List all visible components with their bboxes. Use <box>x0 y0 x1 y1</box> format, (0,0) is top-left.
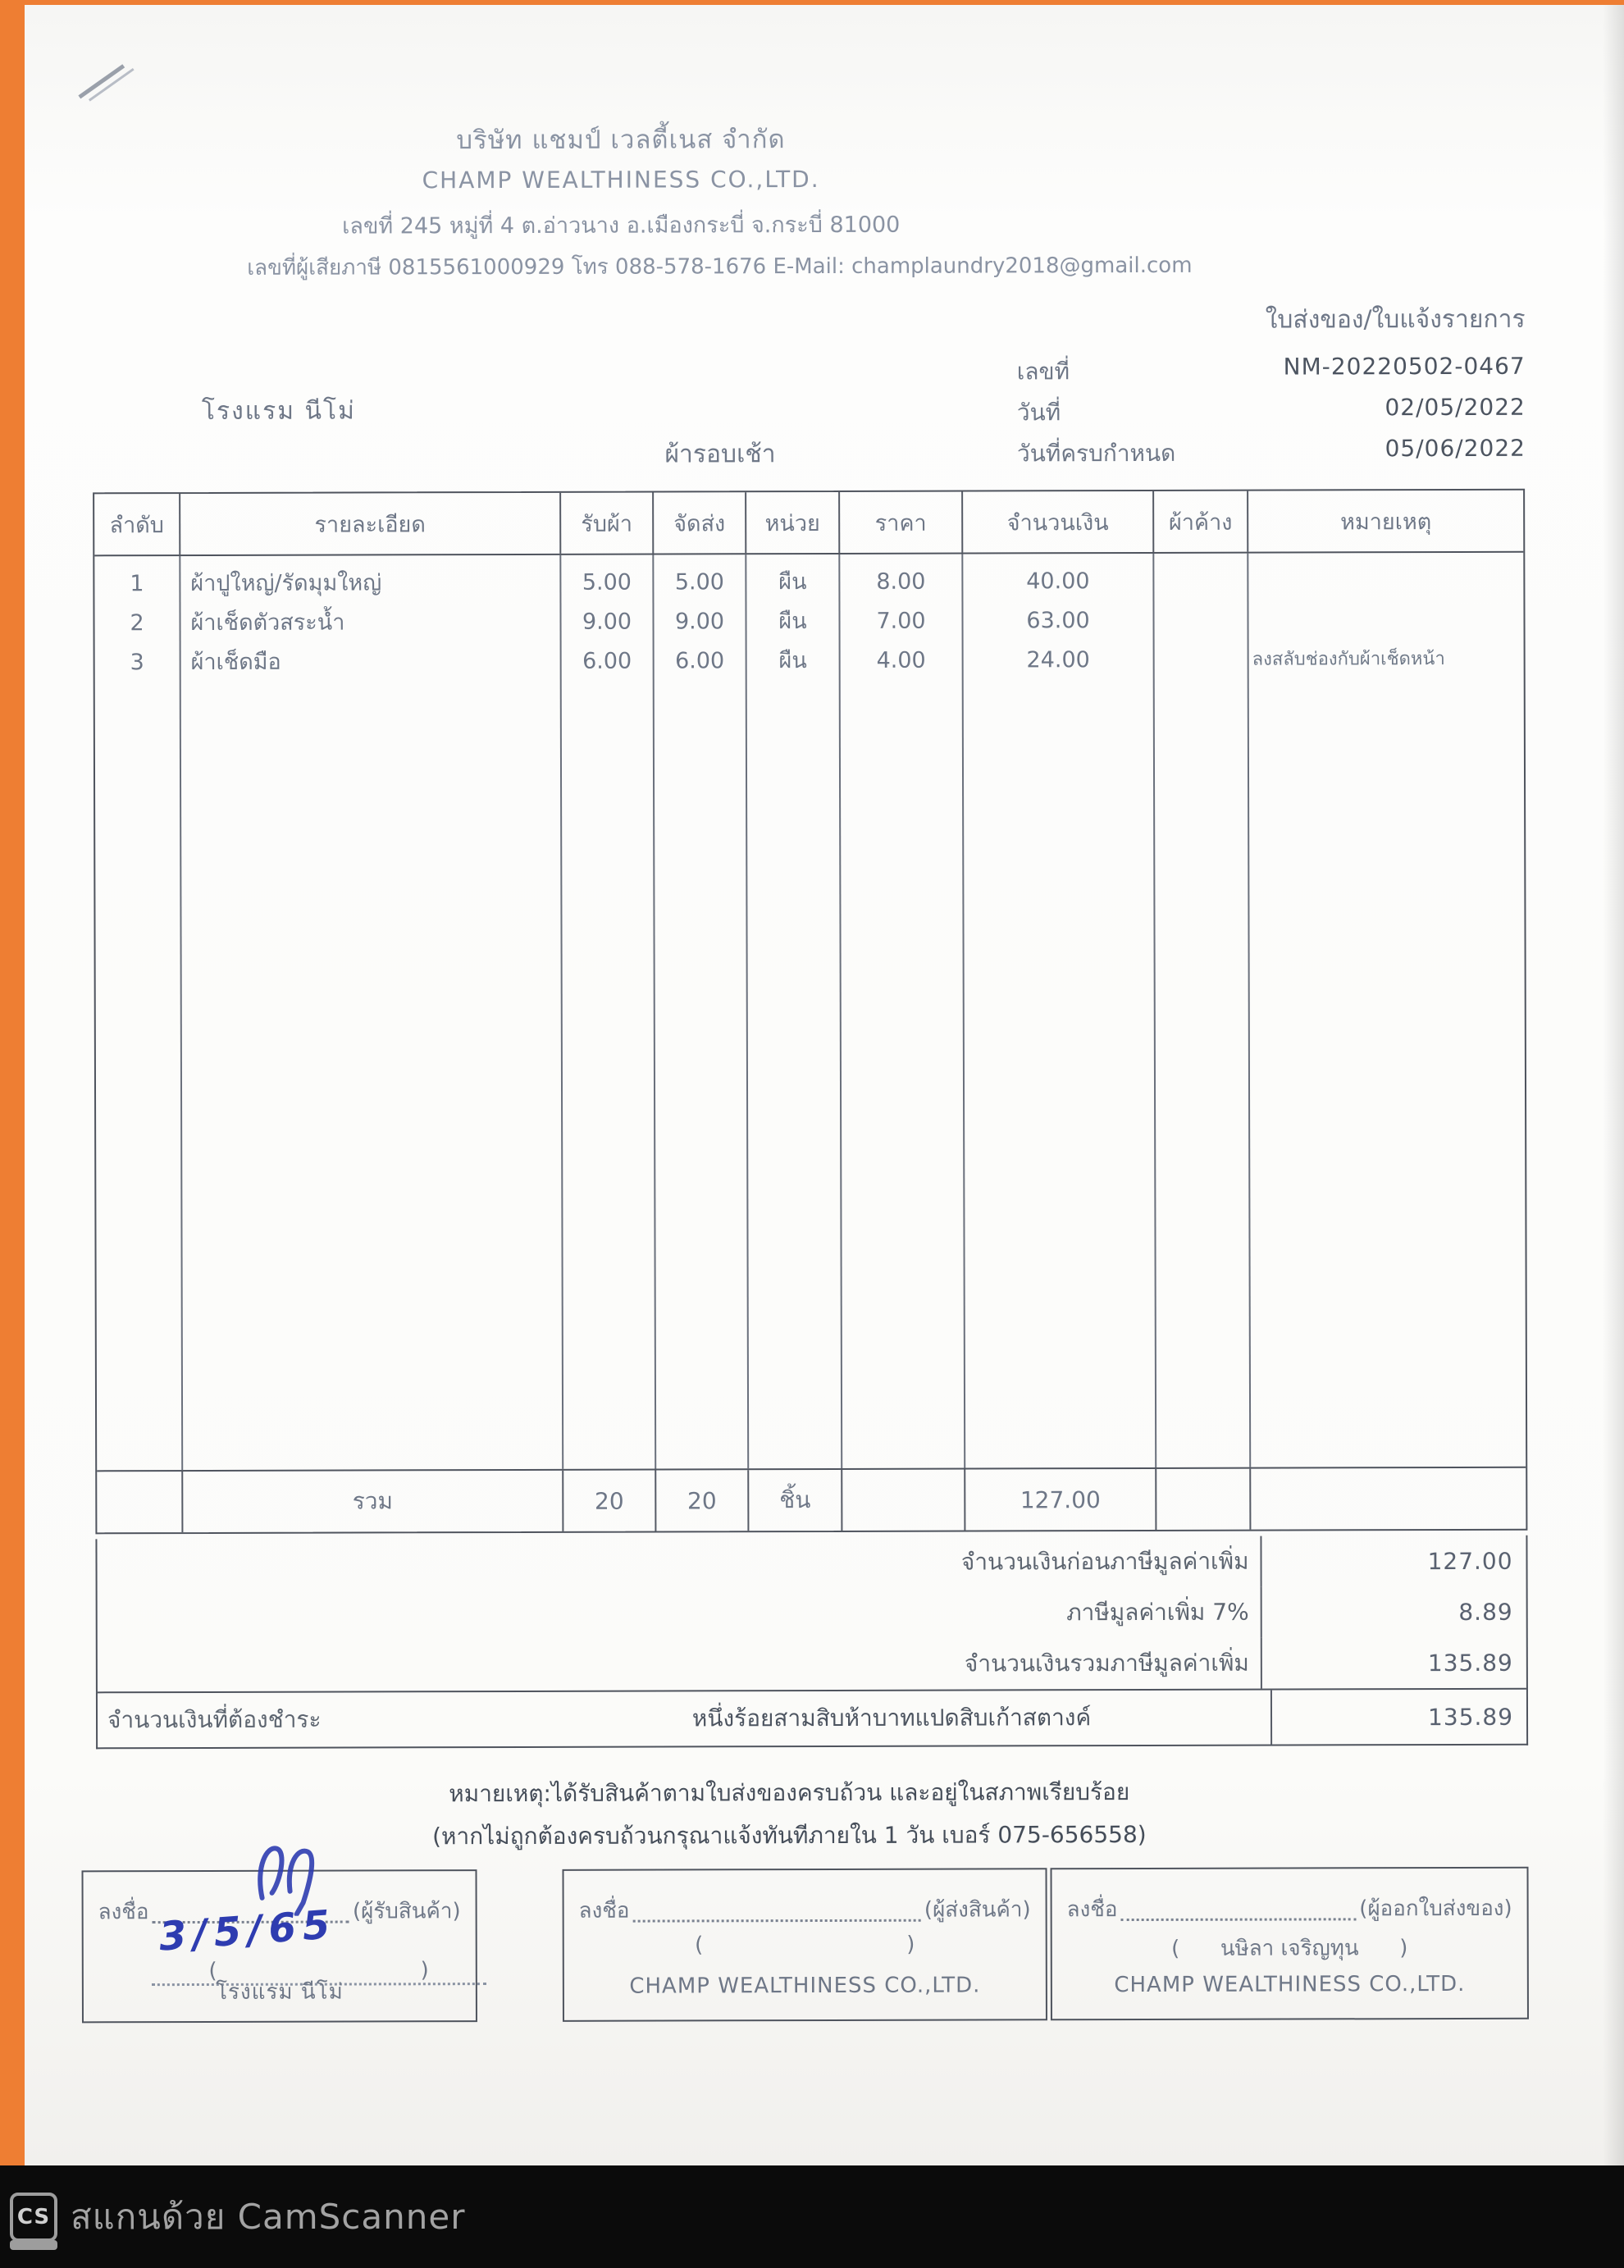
col-header-delivered: จัดส่ง <box>652 492 745 553</box>
camscanner-footer <box>0 2165 1624 2268</box>
col-header-unit: หน่วย <box>745 492 838 553</box>
note-line-1: หมายเหตุ:ได้รับสินค้าตามใบส่งของครบถ้วน และอยู่ในสภาพเรียบร้อย <box>449 1778 1130 1808</box>
issuer-org: CHAMP WEALTHINESS CO.,LTD. <box>1114 1971 1466 1998</box>
scanned-paper <box>25 5 1624 2165</box>
total-delivered: 20 <box>655 1470 747 1531</box>
total-pending-blank <box>1155 1469 1249 1530</box>
item-pending <box>1154 601 1247 641</box>
doc-date-label: วันที่ <box>1016 399 1061 427</box>
camscanner-footer-text: สแกนด้วย CamScanner <box>71 2196 466 2237</box>
receiver-org: โรงแรม นีโม่ <box>216 1979 344 2005</box>
column-unit <box>745 554 841 1468</box>
item-amount: 24.00 <box>1026 647 1090 673</box>
column-pending <box>1152 554 1249 1467</box>
subtotal-label: จำนวนเงินก่อนภาษีมูลค่าเพิ่ม <box>960 1547 1249 1576</box>
payable-label: จำนวนเงินที่ต้องชำระ <box>107 1705 322 1734</box>
sender-org: CHAMP WEALTHINESS CO.,LTD. <box>629 1973 981 1999</box>
item-description: ผ้าเช็ดตัวสระน้ำ <box>190 609 345 637</box>
items-table <box>93 489 1527 1535</box>
sign-role: (ผู้ออกใบส่งของ) <box>1359 1896 1512 1922</box>
subtotal-value: 127.00 <box>1260 1536 1526 1587</box>
item-no: 3 <box>130 650 144 676</box>
item-received: 5.00 <box>582 569 632 596</box>
document-title: ใบส่งของ/ใบแจ้งรายการ <box>1265 304 1526 335</box>
pencil-mark <box>73 57 147 107</box>
col-header-no: ลำดับ <box>109 512 164 538</box>
vat-value: 8.89 <box>1261 1586 1526 1638</box>
summary-row-grand-total <box>98 1637 1526 1692</box>
sign-role: (ผู้รับสินค้า) <box>352 1899 461 1924</box>
item-amount: 63.00 <box>1026 608 1090 634</box>
signature-dotted-line <box>633 1919 921 1923</box>
doc-number-label: เลขที่ <box>1016 358 1070 386</box>
note-line-2: (หากไม่ถูกต้องครบถ้วนกรุณาแจ้งทันทีภายใน 1 วัน เบอร์ 075-656558) <box>432 1820 1147 1850</box>
total-unit: ชิ้น <box>747 1470 841 1531</box>
item-unit: ผืน <box>778 609 807 635</box>
item-received: 9.00 <box>582 609 632 635</box>
item-delivered: 5.00 <box>674 569 724 596</box>
signature-box-receiver <box>82 1869 477 2023</box>
summary-block <box>95 1536 1528 1750</box>
col-header-amount: จำนวนเงิน <box>961 491 1152 553</box>
issuer-name: ( นษิลา เจริญทุน ) <box>1171 1936 1408 1961</box>
signature-dotted-line <box>1121 1918 1357 1921</box>
table-body <box>94 553 1526 1471</box>
sign-label: ลงชื่อ <box>98 1900 149 1925</box>
sign-label: ลงชื่อ <box>1066 1897 1118 1923</box>
total-label: รวม <box>181 1471 562 1532</box>
sign-role: (ผู้ส่งสินค้า) <box>924 1897 1031 1923</box>
col-header-price: ราคา <box>838 492 961 553</box>
col-header-remark: หมายเหตุ <box>1247 491 1523 552</box>
doc-due-value: 05/06/2022 <box>1385 434 1526 463</box>
grand-total-value: 135.89 <box>1261 1637 1526 1689</box>
total-price-blank <box>841 1470 964 1531</box>
signature-box-sender <box>563 1868 1047 2022</box>
company-address: เลขที่ 245 หมู่ที่ 4 ต.อ่าวนาง อ.เมืองกระบี่ จ.กระบี่ 81000 <box>342 212 901 240</box>
receiver-name-parens: ( ) <box>151 1958 486 1986</box>
table-header-row <box>94 491 1523 557</box>
doc-date-value: 02/05/2022 <box>1385 393 1526 422</box>
item-received: 6.00 <box>582 648 632 674</box>
item-price: 7.00 <box>876 608 926 634</box>
total-received: 20 <box>562 1471 655 1531</box>
item-delivered: 9.00 <box>674 609 725 635</box>
column-no <box>94 556 181 1470</box>
doc-date-row <box>1017 394 1526 431</box>
vat-label: ภาษีมูลค่าเพิ่ม 7% <box>1066 1598 1249 1627</box>
doc-number-row <box>1017 353 1526 390</box>
item-no: 1 <box>130 571 144 597</box>
total-amount: 127.00 <box>964 1469 1155 1531</box>
item-pending <box>1155 641 1248 680</box>
amount-in-words: หนึ่งร้อยสามสิบห้าบาทแปดสิบเก้าสตางค์ <box>691 1704 1092 1732</box>
handwritten-date: 3/5/65 <box>157 1901 339 1960</box>
sign-label: ลงชื่อ <box>578 1898 630 1923</box>
table-total-row <box>97 1467 1526 1533</box>
document-content <box>22 2 1624 2167</box>
item-remark <box>1248 561 1523 601</box>
item-description: ผ้าเช็ดมือ <box>190 649 281 676</box>
item-remark: ลงสลับช่องกับผ้าเช็ดหน้า <box>1252 649 1445 670</box>
grand-total-label: จำนวนเงินรวมภาษีมูลค่าเพิ่ม <box>964 1649 1249 1677</box>
summary-row-payable <box>98 1688 1526 1748</box>
scan-edge-shadow <box>1603 5 1624 2165</box>
item-remark <box>1248 600 1523 641</box>
item-unit: ผืน <box>778 648 807 674</box>
column-received <box>559 555 655 1469</box>
doc-due-label: วันที่ครบกำหนด <box>1016 439 1176 468</box>
summary-row-vat <box>98 1586 1526 1641</box>
col-header-pending: ผ้าค้าง <box>1152 491 1247 552</box>
laundry-round-label: ผ้ารอบเช้า <box>664 440 776 469</box>
item-amount: 40.00 <box>1026 568 1090 595</box>
item-pending <box>1154 562 1247 601</box>
summary-row-subtotal <box>97 1536 1526 1590</box>
customer-name: โรงแรม นีโม่ <box>201 396 356 426</box>
total-remark-blank <box>1249 1468 1526 1530</box>
sender-name-parens: ( ) <box>695 1932 915 1958</box>
signature-box-issuer <box>1050 1867 1528 2021</box>
company-tax-phone-email: เลขที่ผู้เสียภาษี 0815561000929 โทร 088-578-1676 E-Mail: champlaundry2018@gmail.com <box>247 253 1193 281</box>
doc-due-row <box>1017 435 1526 472</box>
payable-value: 135.89 <box>1270 1690 1526 1745</box>
sign-line <box>1067 1892 1512 1926</box>
total-blank <box>97 1472 181 1532</box>
column-description <box>179 555 562 1470</box>
company-name-en: CHAMP WEALTHINESS CO.,LTD. <box>422 166 820 194</box>
sign-line <box>579 1892 1031 1927</box>
col-header-received: รับผ้า <box>559 493 652 554</box>
camscanner-logo-icon: CS <box>10 2193 57 2242</box>
column-price <box>838 554 964 1468</box>
company-name-th: บริษัท แชมป์ เวลตี้เนส จำกัด <box>456 125 786 156</box>
item-description: ผ้าปูใหญ่/รัดมุมใหญ่ <box>190 570 382 597</box>
column-delivered <box>652 554 747 1468</box>
item-no: 2 <box>130 610 144 637</box>
column-amount <box>961 554 1155 1468</box>
item-unit: ผืน <box>778 569 807 596</box>
doc-number-value: NM-20220502-0467 <box>1283 352 1526 381</box>
item-delivered: 6.00 <box>675 648 725 674</box>
item-price: 4.00 <box>876 647 926 673</box>
column-remark <box>1247 553 1526 1467</box>
item-price: 8.00 <box>876 568 926 595</box>
col-header-description: รายละเอียด <box>179 493 559 554</box>
